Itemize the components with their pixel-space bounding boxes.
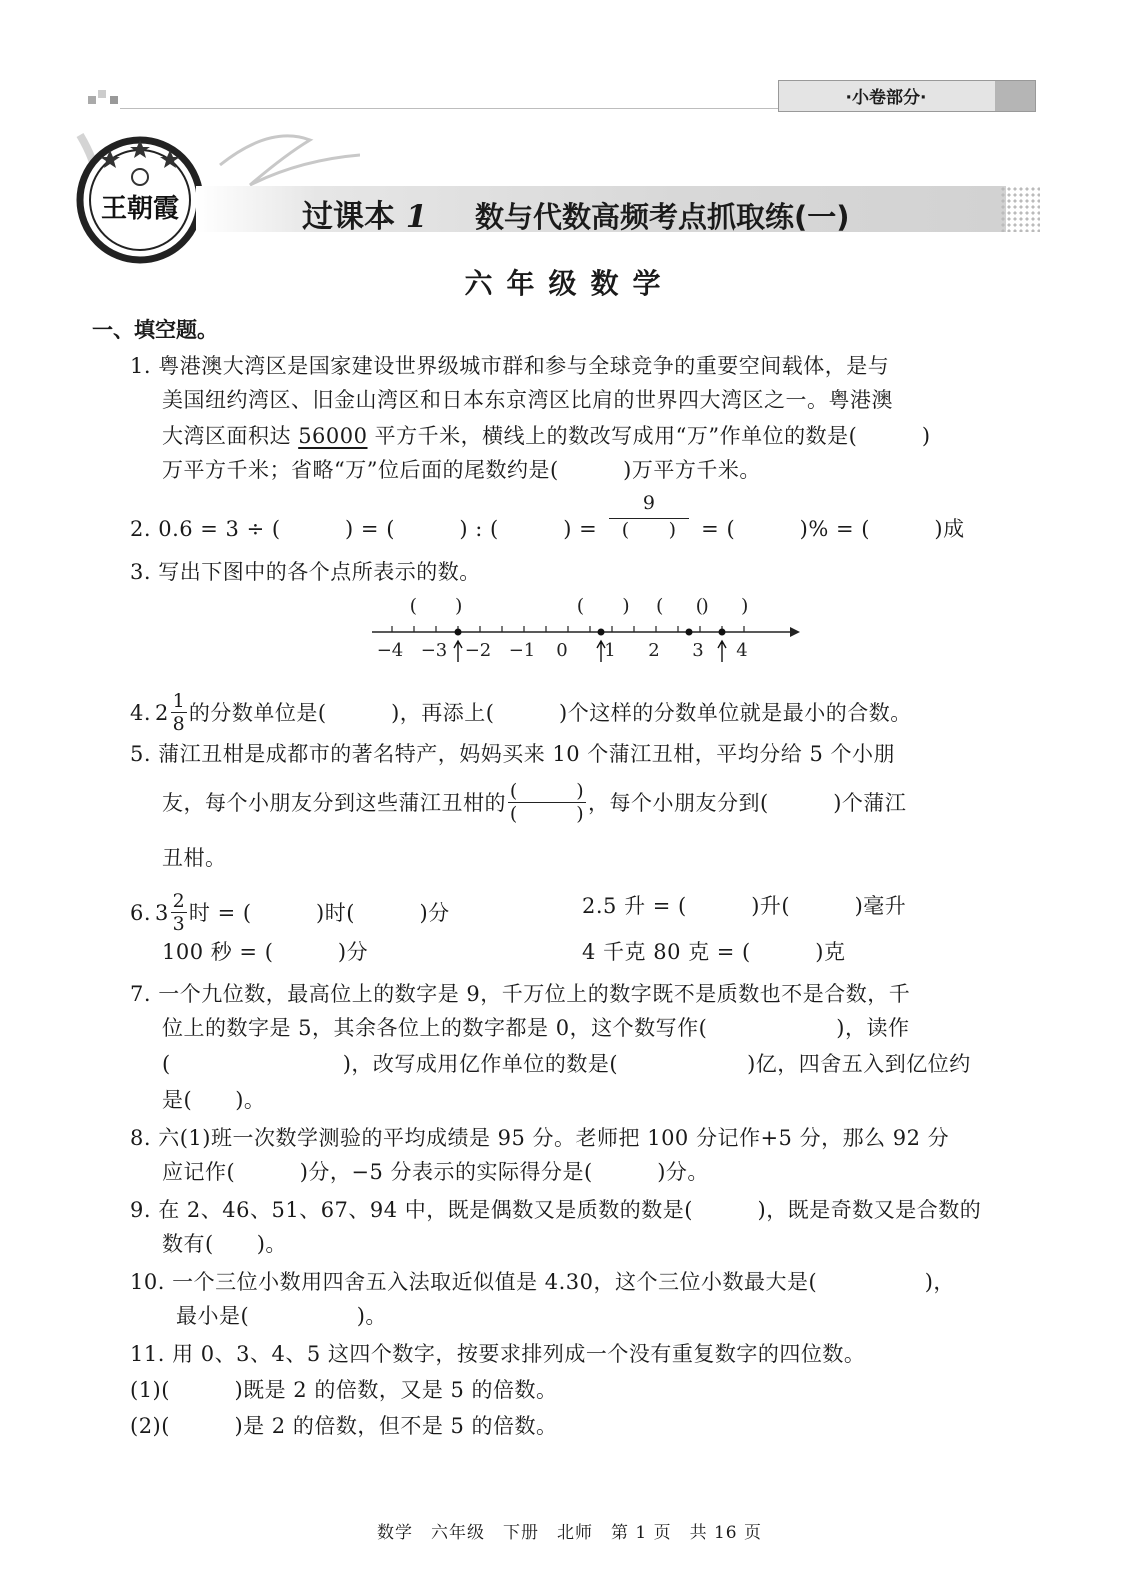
- number-line-point: [686, 629, 693, 636]
- question-4: 4. 2 $\frac{1}{8}$ 的分数单位是( )，再添上( )个这样的分数单位就是最小的合数。: [130, 690, 912, 735]
- corner-squares-decoration: [88, 88, 128, 108]
- q11-line-1: 11. 用 0、3、4、5 这四个数字，按要求排列成一个没有重复数字的四位数。: [130, 1342, 866, 1366]
- number-line-label: −4: [376, 640, 404, 661]
- q2-fraction: [609, 492, 689, 551]
- q8-line-1: 8. 六(1)班一次数学测验的平均成绩是 95 分。老师把 100 分记作+5 分，那么 92 分: [130, 1126, 950, 1150]
- q4-den: 8: [172, 713, 186, 735]
- question-10: [130, 1268, 1050, 1338]
- title-main: 数与代数高频考点抓取练(一): [474, 200, 850, 234]
- q5-frac-num: ( ): [509, 780, 585, 802]
- q1-line-1: 1. 粤港澳大湾区是国家建设世界级城市群和参与全球竞争的重要空间载体，是与: [130, 354, 890, 378]
- q10-line-1: 10. 一个三位小数用四舍五入法取近似值是 4.30，这个三位小数最大是( )，: [130, 1270, 955, 1294]
- number-line-label: 3: [692, 640, 704, 661]
- answer-blank: ( ): [409, 595, 463, 617]
- question-11: [130, 1340, 1050, 1450]
- logo-text: 王朝霞: [100, 194, 180, 224]
- answer-blank: ( ): [656, 595, 709, 617]
- q6-whole: 3: [155, 900, 169, 925]
- q5-fraction: [508, 780, 586, 825]
- question-6: 6. 3 $\frac{2}{3}$ 时 = ( )时( )分 2.5 升 = ( )升( )毫升 100 秒 = ( )分 4 千克 80 克 = ( )克: [130, 890, 907, 964]
- q9-line-1: 9. 在 2、46、51、67、94 中，既是偶数又是质数的数是( )，既是奇数又是合数的: [130, 1198, 982, 1222]
- title-number: 1: [405, 199, 428, 235]
- q1-line-3: 大湾区面积达 56000 平方千米，横线上的数改写成用“万”作单位的数是( ): [162, 424, 931, 448]
- number-line-label: 2: [648, 640, 660, 661]
- number-line-label: 0: [556, 640, 568, 661]
- number-line-point: [598, 629, 605, 636]
- section-tag: [778, 80, 1036, 112]
- q4-fraction: [171, 690, 187, 735]
- number-line-label: 1: [604, 640, 616, 661]
- number-line: [360, 590, 810, 670]
- q10-line-2: 最小是( )。: [176, 1304, 387, 1328]
- answer-blank: ( ): [695, 595, 749, 617]
- question-2: [130, 494, 1030, 550]
- q6-c: 100 秒 = ( )分: [162, 940, 369, 964]
- banner-dots-decoration: [1000, 186, 1040, 232]
- number-line-point: [455, 629, 462, 636]
- underlined-number: 56000: [298, 424, 368, 448]
- section-tag-label: ·小卷部分·: [845, 88, 927, 108]
- number-line-label: −1: [508, 640, 536, 661]
- q6-den: 3: [172, 913, 186, 935]
- q6-fraction: [171, 890, 187, 935]
- lesson-title: [302, 191, 849, 236]
- q7-line-4: 是( )。: [162, 1088, 266, 1112]
- q3-text: 3. 写出下图中的各个点所表示的数。: [130, 560, 481, 584]
- q1-line-2: 美国纽约湾区、旧金山湾区和日本东京湾区比肩的世界四大湾区之一。粤港澳: [162, 388, 893, 412]
- number-line-label: −2: [464, 640, 492, 661]
- question-9: [130, 1196, 1050, 1266]
- page-footer: 数学 六年级 下册 北师 第 1 页 共 16 页: [376, 1523, 763, 1543]
- q8-line-2: 应记作( )分，−5 分表示的实际得分是( )分。: [162, 1160, 709, 1184]
- q6-num: 2: [172, 890, 186, 912]
- answer-blank: ( ): [576, 595, 630, 617]
- q4-num: 1: [172, 690, 186, 712]
- question-8: [130, 1124, 1050, 1194]
- q5-line-3: 丑柑。: [162, 846, 227, 870]
- q6-b: 2.5 升 = ( )升( )毫升: [582, 894, 907, 918]
- number-line-arrow: [718, 641, 726, 662]
- number-line-label: 4: [736, 640, 748, 661]
- q6-d: 4 千克 80 克 = ( )克: [582, 940, 846, 964]
- q5-line-1: 5. 蒲江丑柑是成都市的著名特产，妈妈买来 10 个蒲江丑柑，平均分给 5 个小朋: [130, 742, 895, 766]
- subtitle: 六年级数学: [464, 267, 675, 300]
- q2-frac-num: 9: [642, 492, 656, 514]
- question-7: [130, 980, 1050, 1120]
- q11-line-3: (2)( )是 2 的倍数，但不是 5 的倍数。: [130, 1414, 558, 1438]
- q4-whole: 2: [155, 700, 169, 725]
- q1-line-4: 万平方千米；省略“万”位后面的尾数约是( )万平方千米。: [162, 458, 761, 482]
- q7-line-2: 位上的数字是 5，其余各位上的数字都是 0，这个数写作( )，读作: [162, 1016, 910, 1040]
- question-5: [130, 740, 1050, 880]
- q7-line-3: ( )，改写成用亿作单位的数是( )亿，四舍五入到亿位约: [162, 1052, 971, 1076]
- q7-line-1: 7. 一个九位数，最高位上的数字是 9，千万位上的数字既不是质数也不是合数，千: [130, 982, 911, 1006]
- number-line-point: [719, 629, 726, 636]
- number-line-label: −3: [420, 640, 448, 661]
- q11-line-2: (1)( )既是 2 的倍数，又是 5 的倍数。: [130, 1378, 558, 1402]
- q9-line-2: 数有( )。: [162, 1232, 287, 1256]
- q4-text: 的分数单位是( )，再添上( )个这样的分数单位就是最小的合数。: [188, 700, 912, 725]
- header-rule: [120, 108, 780, 109]
- q5-line-2: 友，每个小朋友分到这些蒲江丑柑的 $\frac{( )}{( )}$ ，每个小朋友分到( )个蒲江: [162, 780, 907, 825]
- q6-a: 时 = ( )时( )分: [188, 900, 450, 925]
- section-tag-block: [995, 81, 1035, 111]
- q2-part-a: 2. 0.6 = 3 ÷ ( ) = ( ) : ( ) =: [130, 516, 598, 541]
- q2-part-b: = ( )% = ( )成: [701, 516, 965, 541]
- number-line-arrow: [454, 641, 462, 662]
- q5-frac-den: ( ): [509, 803, 585, 825]
- q2-frac-den: ( ): [609, 518, 689, 541]
- section-heading: 一、填空题。: [92, 318, 218, 342]
- question-1: [130, 352, 1050, 492]
- title-prefix: 过课本: [302, 199, 395, 235]
